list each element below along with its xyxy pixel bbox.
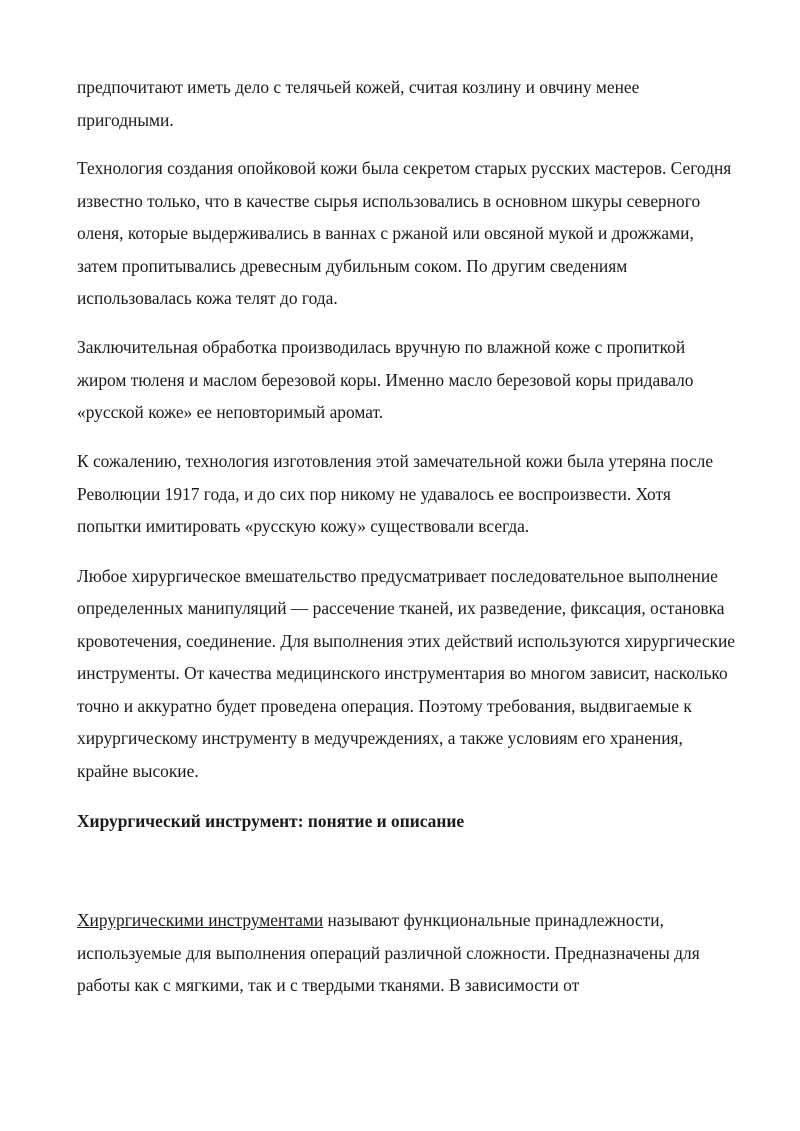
paragraph-3: Заключительная обработка производилась вручную по влажной коже с пропиткой жиром тюленя и маслом березовой коры. Именно масло березовой коры придавало «русской коже» ее неповторимый аромат. <box>77 337 694 422</box>
paragraph-1: предпочитают иметь дело с телячьей кожей, считая козлину и овчину менее пригодными. <box>77 77 640 130</box>
surgical-instruments-link[interactable]: Хирургическими инструментами <box>77 910 324 930</box>
section-heading: Хирургический инструмент: понятие и описание <box>77 810 465 831</box>
document-page <box>77 71 737 1018</box>
paragraph-6 <box>77 904 737 1002</box>
paragraph-4: К сожалению, технология изготовления этой замечательной кожи была утеряна после Революции 1917 года, и до сих пор никому не удавалось ее воспроизвести. Хотя попытки имитировать «русскую кожу» существовали всегда. <box>77 451 714 536</box>
paragraph-6-text: называют функциональные принадлежности, используемые для выполнения операций различной сложности. Предназначены для работы как с мягкими, так и с твердыми тканями. В зависимости от <box>77 910 700 995</box>
paragraph-5: Любое хирургическое вмешательство предусматривает последовательное выполнение определенных манипуляций — рассечение тканей, их разведение, фиксация, остановка кровотечения, соединение. Для выполнения этих действий используются хирургические инструменты. От качества медицинского инструментария во многом зависит, насколько точно и аккуратно будет проведена операция. Поэтому требования, выдвигаемые к хирургическому инструменту в медучреждениях, а также условиям его хранения, крайне высокие. <box>77 565 736 781</box>
paragraph-2: Технология создания опойковой кожи была секретом старых русских мастеров. Сегодня известно только, что в качестве сырья использовались в основном шкуры северного оленя, которые выдерживались в ваннах с ржаной или овсяной мукой и дрожжами, затем пропитывались древесным дубильным соком. По другим сведениям использовалась кожа телят до года. <box>77 158 732 308</box>
